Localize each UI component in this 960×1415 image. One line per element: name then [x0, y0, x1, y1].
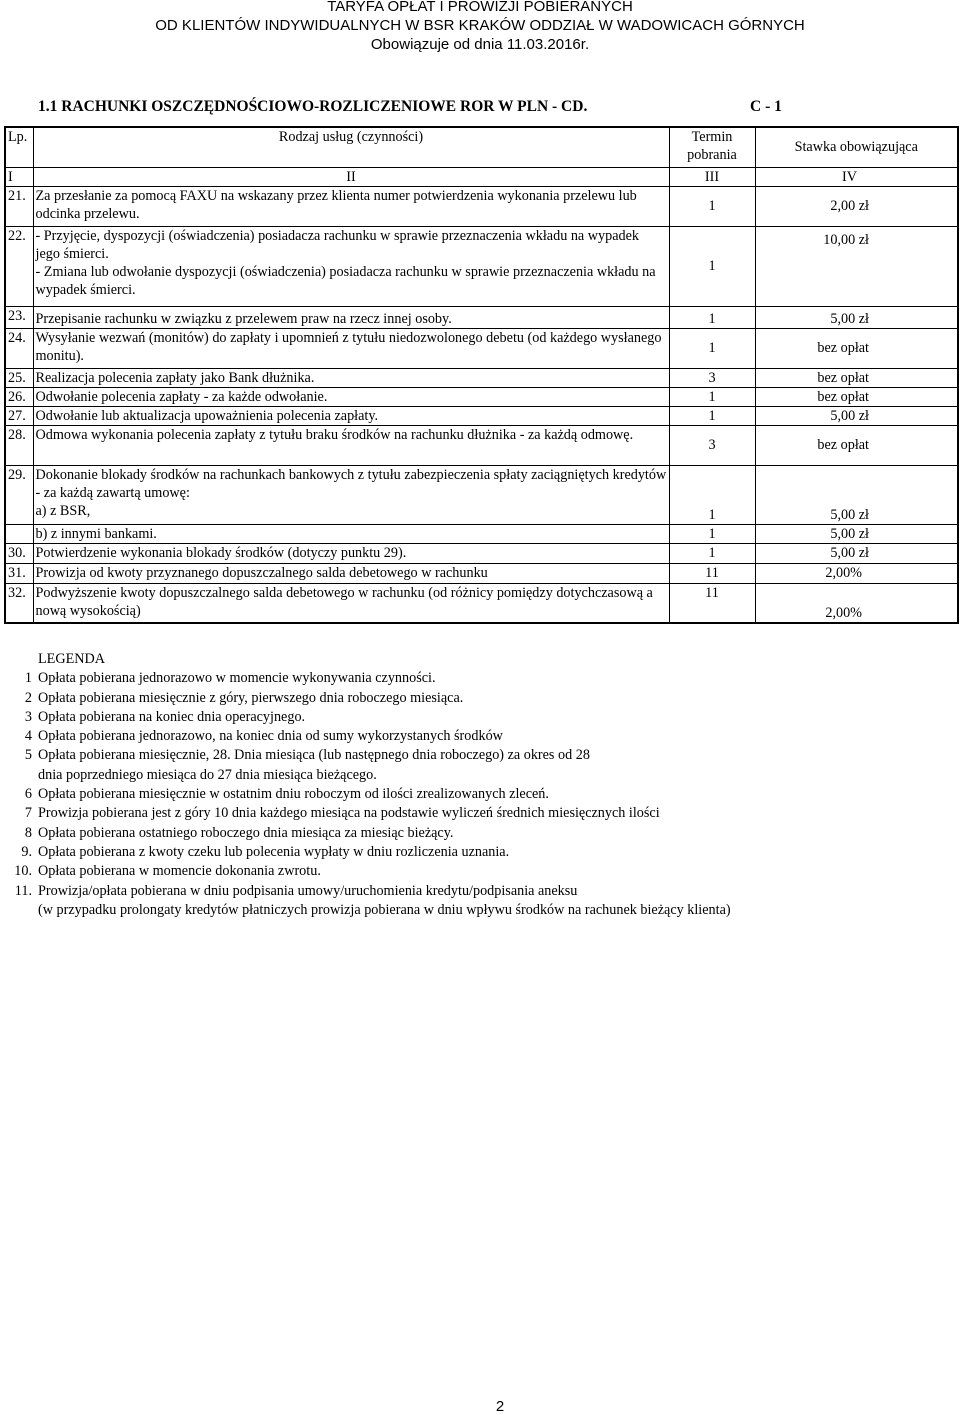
table-header-row — [5, 127, 958, 167]
row-desc: Dokonanie blokady środków na rachunkach bankowych z tytułu zabezpieczenia spłaty zaciągniętych kredytów - za każdą zawartą umowę: a) z BSR, — [33, 465, 669, 524]
row-term: 1 — [669, 306, 755, 328]
row-desc — [33, 226, 669, 306]
row-lp: 25. — [5, 368, 33, 387]
row-desc: Prowizja od kwoty przyznanego dopuszczalnego salda debetowego w rachunku — [33, 563, 669, 583]
roman-2: II — [33, 167, 669, 186]
roman-3: III — [669, 167, 755, 186]
legend-item-cont: dnia poprzedniego miesiąca do 27 dnia miesiąca bieżącego. — [38, 766, 377, 783]
roman-row — [5, 167, 958, 186]
row-desc: Potwierdzenie wykonania blokady środków (dotyczy punktu 29). — [33, 543, 669, 563]
row-term: 1 — [669, 524, 755, 543]
row-term: 11 — [669, 563, 755, 583]
row-rate: 10,00 zł — [755, 226, 958, 306]
row-desc: Odmowa wykonania polecenia zapłaty z tytułu braku środków na rachunku dłużnika - za każdą odmowę. — [33, 425, 669, 465]
legend — [6, 650, 731, 920]
legend-item: 5 Opłata pobierana miesięcznie, 28. Dnia miesiąca (lub następnego dnia roboczego) za okres od 28 — [24, 747, 590, 764]
header-term: Termin pobrania — [669, 127, 755, 167]
legend-item: 11. Prowizja/opłata pobierana w dniu podpisania umowy/uruchomienia kredytu/podpisania aneksu — [14, 882, 578, 899]
table-row — [5, 583, 958, 623]
row-desc: Przepisanie rachunku w związku z przelewem praw na rzecz innej osoby. — [33, 306, 669, 328]
legend-item: 4 Opłata pobierana jednorazowo, na koniec dnia od sumy wykorzystanych środków — [24, 728, 503, 745]
doc-title-line1: TARYFA OPŁAT I PROWIZJI POBIERANYCH — [327, 0, 633, 15]
table-row — [5, 563, 958, 583]
row-lp: 29. — [5, 465, 33, 524]
legend-item: 2 Opłata pobierana miesięcznie z góry, pierwszego dnia roboczego miesiąca. — [24, 689, 464, 706]
row-rate: bez opłat — [755, 328, 958, 368]
row-term: 3 — [669, 425, 755, 465]
table-row — [5, 226, 958, 306]
row-desc: Podwyższenie kwoty dopuszczalnego salda debetowego w rachunku (od różnicy pomiędzy dotychczasową a nową wysokością) — [33, 583, 669, 623]
row-rate: 5,00 zł — [755, 543, 958, 563]
row-term: 1 — [669, 465, 755, 524]
row-desc: Wysyłanie wezwań (monitów) do zapłaty i upomnień z tytułu niedozwolonego debetu (od każdego wysłanego monitu). — [33, 328, 669, 368]
legend-item: 6 Opłata pobierana miesięcznie w ostatnim dniu roboczym od ilości zrealizowanych zleceń. — [24, 786, 549, 803]
legend-item: 10. Opłata pobierana w momencie dokonania zwrotu. — [14, 863, 321, 880]
table-row — [5, 465, 958, 524]
row-rate: 2,00% — [755, 563, 958, 583]
row-lp: 23. — [5, 306, 33, 328]
row-rate: bez opłat — [755, 425, 958, 465]
row-subitem-b: b) z innymi bankami. — [33, 524, 669, 543]
row-term: 11 — [669, 583, 755, 623]
legend-item: 1 Opłata pobierana jednorazowo w momencie wykonywania czynności. — [24, 670, 436, 687]
row-desc: Realizacja polecenia zapłaty jako Bank dłużnika. — [33, 368, 669, 387]
legend-item: 9. Opłata pobierana z kwoty czeku lub polecenia wypłaty w dniu rozliczenia uznania. — [21, 843, 510, 860]
row-desc: Odwołanie lub aktualizacja upoważnienia polecenia zapłaty. — [33, 406, 669, 425]
table-row — [5, 368, 958, 387]
legend-title: LEGENDA — [38, 651, 105, 667]
section-title: 1.1 RACHUNKI OSZCZĘDNOŚCIOWO-ROZLICZENIOWE ROR W PLN - CD. — [38, 98, 588, 115]
row-lp: 26. — [5, 387, 33, 406]
row-desc: Odwołanie polecenia zapłaty - za każde odwołanie. — [33, 387, 669, 406]
header-rate: Stawka obowiązująca — [755, 127, 958, 167]
row-term: 1 — [669, 543, 755, 563]
row-subitem-a: a) z BSR, — [35, 502, 91, 519]
table-row — [5, 543, 958, 563]
row-term: 1 — [669, 226, 755, 306]
row-rate: 5,00 zł — [755, 306, 958, 328]
row-rate: bez opłat — [755, 368, 958, 387]
header-lp: Lp. — [5, 127, 33, 167]
row-lp: 32. — [5, 583, 33, 623]
row-desc-part-b: - Zmiana lub odwołanie dyspozycji (oświadczenia) posiadacza rachunku w sprawie przeznaczenia wkładu na wypadek śmierci. — [35, 263, 656, 298]
legend-item: 8 Opłata pobierana ostatniego roboczego dnia miesiąca za miesiąc bieżący. — [24, 824, 454, 841]
section-code: C - 1 — [750, 98, 782, 115]
row-lp: 22. — [5, 226, 33, 306]
row-desc-part-a: - Przyjęcie, dyspozycji (oświadczenia) posiadacza rachunku w sprawie przeznaczenia wkładu na wypadek jego śmierci. — [35, 227, 639, 262]
doc-title-line2: OD KLIENTÓW INDYWIDUALNYCH W BSR KRAKÓW ODDZIAŁ W WADOWICACH GÓRNYCH — [155, 17, 805, 34]
table-row — [5, 306, 958, 328]
legend-item: 3 Opłata pobierana na koniec dnia operacyjnego. — [24, 708, 306, 725]
row-lp: 31. — [5, 563, 33, 583]
row-term: 1 — [669, 186, 755, 226]
row-lp: 27. — [5, 406, 33, 425]
row-rate: 2,00% — [755, 583, 958, 623]
row-term: 1 — [669, 387, 755, 406]
table-row — [5, 524, 958, 543]
table-row — [5, 425, 958, 465]
row-rate: 5,00 zł — [755, 465, 958, 524]
table-row — [5, 387, 958, 406]
row-rate: 2,00 zł — [755, 186, 958, 226]
table-row — [5, 406, 958, 425]
row-rate: bez opłat — [755, 387, 958, 406]
row-lp: 28. — [5, 425, 33, 465]
roman-4: IV — [755, 167, 958, 186]
row-desc: Za przesłanie za pomocą FAXU na wskazany przez klienta numer potwierdzenia wykonania przelewu lub odcinka przelewu. — [33, 186, 669, 226]
row-lp: 30. — [5, 543, 33, 563]
row-lp: 21. — [5, 186, 33, 226]
legend-item-cont: (w przypadku prolongaty kredytów płatniczych prowizja pobierana w dniu wpływu środków na rachunek bieżący klienta) — [38, 901, 731, 918]
row-term: 1 — [669, 328, 755, 368]
page-number: 2 — [495, 1398, 505, 1415]
fee-table — [4, 126, 959, 624]
row-rate: 5,00 zł — [755, 406, 958, 425]
row-term: 1 — [669, 406, 755, 425]
row-rate: 5,00 zł — [755, 524, 958, 543]
roman-1: I — [5, 167, 33, 186]
doc-effective-date: Obowiązuje od dnia 11.03.2016r. — [370, 36, 590, 53]
header-service: Rodzaj usług (czynności) — [33, 127, 669, 167]
table-row — [5, 328, 958, 368]
row-term: 3 — [669, 368, 755, 387]
table-row — [5, 186, 958, 226]
row-lp: 24. — [5, 328, 33, 368]
legend-item: 7 Prowizja pobierana jest z góry 10 dnia każdego miesiąca na podstawie wyliczeń średnich miesięcznych ilości — [24, 805, 660, 822]
